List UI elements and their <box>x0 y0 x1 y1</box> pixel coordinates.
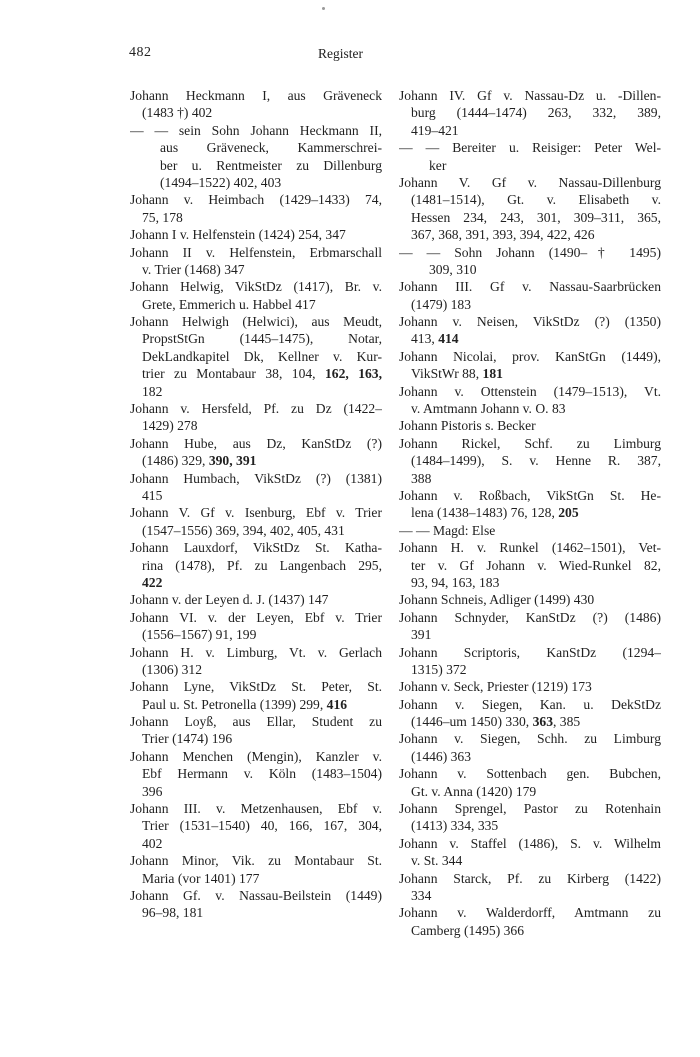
index-line <box>399 278 661 295</box>
index-line <box>399 504 661 521</box>
index-line-text: Johann Lyne, VikStDz St. Peter, St. <box>130 679 382 695</box>
index-line-text: Johann H. v. Runkel (1462–1501), Vet- <box>399 540 661 556</box>
index-line <box>130 591 382 608</box>
index-line-text: Johann Hube, aus Dz, KanStDz (?) <box>130 435 382 451</box>
index-line <box>399 800 661 817</box>
page-number: 482 <box>129 45 152 60</box>
index-line <box>130 870 382 887</box>
index-line <box>130 226 382 243</box>
index-line <box>130 887 382 904</box>
index-line <box>130 696 382 713</box>
index-line <box>399 922 661 939</box>
index-line-text: Trier (1531–1540) 40, 166, 167, 304, <box>142 818 382 834</box>
index-line <box>130 609 382 626</box>
index-line-text: Johann Rickel, Schf. zu Limburg <box>399 435 661 451</box>
index-line-text: 75, 178 <box>142 209 183 225</box>
index-line <box>399 330 661 347</box>
index-line-text: 334 <box>411 887 432 903</box>
index-line-text: DekLandkapitel Dk, Kellner v. Kur- <box>142 348 382 364</box>
index-line-text: Johann Heckmann I, aus Gräveneck <box>130 88 382 103</box>
index-line <box>130 174 382 191</box>
index-line <box>399 870 661 887</box>
index-line-text: Johann Nicolai, prov. KanStGn (1449), <box>399 348 661 364</box>
index-line-text: Johann VI. v. der Leyen, Ebf v. Trier <box>130 609 382 625</box>
index-line-text-bold: 422 <box>142 574 163 590</box>
index-line-text: trier zu Montabaur 38, 104, <box>142 366 325 382</box>
index-line-text: ker <box>429 157 447 173</box>
index-line <box>130 348 382 365</box>
index-line <box>130 209 382 226</box>
index-line <box>130 87 382 104</box>
index-line-text: (1481–1514), Gt. v. Elisabeth v. <box>411 192 661 208</box>
index-line <box>130 852 382 869</box>
index-line <box>130 730 382 747</box>
index-line <box>130 539 382 556</box>
index-line-text: Grete, Emmerich u. Habbel 417 <box>142 296 316 312</box>
index-line <box>399 104 661 121</box>
index-line <box>399 661 661 678</box>
index-line-text: Johann Menchen (Mengin), Kanzler v. <box>130 748 382 764</box>
index-line <box>130 470 382 487</box>
index-line-text: 309, 310 <box>429 261 477 277</box>
index-line <box>399 261 661 278</box>
index-line-text: Johann III. Gf v. Nassau-Saarbrücken <box>399 279 661 295</box>
index-line <box>399 904 661 921</box>
index-line-text-bold: 416 <box>326 696 348 712</box>
index-line-text: 391 <box>411 627 432 643</box>
index-line <box>399 522 661 539</box>
index-line <box>399 417 661 434</box>
index-line-text: v. Amtmann Johann v. O. 83 <box>411 401 566 417</box>
index-line-text: (1446) 363 <box>411 748 472 764</box>
index-line-text: 396 <box>142 783 163 799</box>
index-line <box>399 296 661 313</box>
index-line <box>130 435 382 452</box>
index-line <box>399 139 661 156</box>
index-line <box>130 244 382 261</box>
index-line <box>130 261 382 278</box>
index-line <box>130 365 382 382</box>
index-line <box>399 626 661 643</box>
index-line <box>130 330 382 347</box>
scan-speck <box>322 7 325 10</box>
index-line <box>399 539 661 556</box>
index-line <box>130 783 382 800</box>
index-line-text: Johann Schnyder, KanStDz (?) (1486) <box>399 609 661 625</box>
index-line-text: Johann v. Sottenbach gen. Bubchen, <box>399 766 661 782</box>
index-line-text: Johann Gf. v. Nassau-Beilstein (1449) <box>130 887 382 903</box>
index-line <box>399 157 661 174</box>
index-line-text: (1306) 312 <box>142 661 203 677</box>
index-line-text: — — Bereiter u. Reisiger: Peter Wel- <box>399 140 661 156</box>
index-line-text: Hessen 234, 243, 301, 309–311, 365, <box>411 209 661 225</box>
index-line-text: 1315) 372 <box>411 661 467 677</box>
index-line <box>399 313 661 330</box>
index-line <box>130 574 382 591</box>
index-line-text: Johann Minor, Vik. zu Montabaur St. <box>130 853 382 869</box>
index-line-text: aus Gräveneck, Kammerschrei- <box>160 140 382 156</box>
index-line-text: 388 <box>411 470 432 486</box>
index-line <box>130 296 382 313</box>
index-line-text: Johann Helwig, VikStDz (1417), Br. v. <box>130 279 382 295</box>
index-line-text: Johann IV. Gf v. Nassau-Dz u. -Dillen- <box>399 88 661 103</box>
index-line-text: Johann v. Roßbach, VikStGn St. He- <box>399 487 661 503</box>
index-line-text: lena (1438–1483) 76, 128, <box>411 505 559 521</box>
index-line <box>399 713 661 730</box>
index-line <box>399 122 661 139</box>
index-line <box>130 904 382 921</box>
index-line <box>399 748 661 765</box>
index-line-text: ter v. Gf Johann v. Wied-Runkel 82, <box>411 557 661 573</box>
index-line-text: burg (1444–1474) 263, 332, 389, <box>411 105 661 121</box>
index-line-text: ber u. Rentmeister zu Dillenburg <box>160 157 382 173</box>
index-line <box>130 122 382 139</box>
index-line-text-bold: 363 <box>532 714 553 730</box>
index-line-text: Johann Scriptoris, KanStDz (1294– <box>399 644 661 660</box>
index-line-text: Johann v. Walderdorff, Amtmann zu <box>399 905 661 921</box>
index-line-text: 182 <box>142 383 163 399</box>
index-line <box>130 452 382 469</box>
index-line-text: Johann III. v. Metzenhausen, Ebf v. <box>130 801 382 817</box>
index-line <box>399 783 661 800</box>
index-line-text: (1486) 329, <box>142 453 209 469</box>
index-line-text-bold: 414 <box>438 331 459 347</box>
index-line-text: (1484–1499), S. v. Henne R. 387, <box>411 453 661 469</box>
index-line-text: Gt. v. Anna (1420) 179 <box>411 783 537 799</box>
index-line-text: Johann Humbach, VikStDz (?) (1381) <box>130 470 382 486</box>
index-line-text: Camberg (1495) 366 <box>411 922 525 938</box>
index-line <box>399 852 661 869</box>
index-column-right <box>399 87 661 939</box>
index-line-text: Johann v. Ottenstein (1479–1513), Vt. <box>399 383 661 399</box>
index-line <box>130 417 382 434</box>
index-line-text: (1479) 183 <box>411 296 472 312</box>
index-line <box>399 487 661 504</box>
index-line-text: Johann v. Seck, Priester (1219) 173 <box>399 679 592 695</box>
index-line <box>399 574 661 591</box>
index-line <box>130 557 382 574</box>
index-line-text: Johann Sprengel, Pastor zu Rotenhain <box>399 801 661 817</box>
index-line <box>130 191 382 208</box>
index-line-text: (1547–1556) 369, 394, 402, 405, 431 <box>142 522 345 538</box>
index-line-text: (1446–um 1450) 330, <box>411 714 533 730</box>
index-line-text: Johann v. Siegen, Schh. zu Limburg <box>399 731 661 747</box>
index-line <box>130 765 382 782</box>
index-line-text: 96–98, 181 <box>142 905 204 921</box>
index-line-text: — — Magd: Else <box>399 522 496 538</box>
index-line <box>130 139 382 156</box>
index-line-text: 367, 368, 391, 393, 394, 422, 426 <box>411 227 595 243</box>
index-line-text: (1413) 334, 335 <box>411 818 499 834</box>
index-line-text: Johann H. v. Limburg, Vt. v. Gerlach <box>130 644 382 660</box>
index-line-text: 1429) 278 <box>142 418 198 434</box>
index-line-text: VikStWr 88, <box>411 366 483 382</box>
index-line <box>399 400 661 417</box>
index-line-text: 93, 94, 163, 183 <box>411 574 500 590</box>
index-line-text: Johann Lauxdorf, VikStDz St. Katha- <box>130 540 382 556</box>
index-line <box>399 435 661 452</box>
index-line <box>399 765 661 782</box>
index-line <box>130 661 382 678</box>
index-line <box>399 452 661 469</box>
index-line <box>399 609 661 626</box>
index-line <box>130 278 382 295</box>
index-line <box>399 87 661 104</box>
index-line-text: PropstStGn (1445–1475), Notar, <box>142 331 382 347</box>
index-line <box>399 244 661 261</box>
index-line <box>399 365 661 382</box>
index-line-text: Johann I v. Helfenstein (1424) 254, 347 <box>130 227 346 243</box>
index-line <box>130 522 382 539</box>
index-line <box>130 487 382 504</box>
index-line-text: Johann v. Neisen, VikStDz (?) (1350) <box>399 314 661 330</box>
index-line <box>399 209 661 226</box>
index-line-text: Johann Helwigh (Helwici), aus Meudt, <box>130 314 382 330</box>
index-line-text: Paul u. St. Petronella (1399) 299, <box>142 696 327 712</box>
index-line-text: Johann II v. Helfenstein, Erbmarschall <box>130 244 382 260</box>
index-line-text: Johann v. Staffel (1486), S. v. Wilhelm <box>399 835 661 851</box>
index-line <box>399 696 661 713</box>
index-line <box>399 678 661 695</box>
index-line-text-bold: 181 <box>482 366 503 382</box>
index-line <box>130 817 382 834</box>
index-line-text: , 385 <box>552 714 581 730</box>
index-line-text: (1556–1567) 91, 199 <box>142 627 257 643</box>
running-header: Register <box>318 46 363 61</box>
index-line <box>399 591 661 608</box>
index-line-text: — — Sohn Johann (1490–† 1495) <box>399 244 661 260</box>
index-line-text-bold: 205 <box>558 505 579 521</box>
index-line <box>130 678 382 695</box>
index-line <box>399 730 661 747</box>
index-line <box>130 400 382 417</box>
index-line <box>130 748 382 765</box>
index-line <box>399 644 661 661</box>
index-line-text: Johann v. Heimbach (1429–1433) 74, <box>130 192 382 208</box>
index-line <box>130 626 382 643</box>
index-line <box>130 835 382 852</box>
index-line-text: — — sein Sohn Johann Heckmann II, <box>130 122 382 138</box>
index-line-text: rina (1478), Pf. zu Langenbach 295, <box>142 557 382 573</box>
index-line <box>130 713 382 730</box>
index-line-text: 413, <box>411 331 439 347</box>
index-line-text: Johann Starck, Pf. zu Kirberg (1422) <box>399 870 661 886</box>
index-line-text: 402 <box>142 835 163 851</box>
index-line <box>399 174 661 191</box>
index-line-text: Johann V. Gf v. Isenburg, Ebf v. Trier <box>130 505 382 521</box>
index-line-text: Johann v. der Leyen d. J. (1437) 147 <box>130 592 329 608</box>
index-line <box>399 470 661 487</box>
index-line-text: 415 <box>142 487 163 503</box>
index-line <box>130 104 382 121</box>
index-line <box>130 644 382 661</box>
index-line-text: Johann v. Hersfeld, Pf. zu Dz (1422– <box>130 401 382 417</box>
index-column-left <box>130 87 382 922</box>
index-line-text-bold: 162, 163, <box>325 366 382 382</box>
index-line <box>130 157 382 174</box>
index-line <box>399 817 661 834</box>
index-line <box>399 226 661 243</box>
index-line-text: Johann Schneis, Adliger (1499) 430 <box>399 592 595 608</box>
index-line-text-bold: 390, 391 <box>208 453 257 469</box>
index-line <box>399 348 661 365</box>
index-line-text: Ebf Hermann v. Köln (1483–1504) <box>142 766 382 782</box>
index-line-text: Trier (1474) 196 <box>142 731 233 747</box>
index-line-text: Johann V. Gf v. Nassau-Dillenburg <box>399 174 661 190</box>
index-line <box>130 504 382 521</box>
index-line-text: v. Trier (1468) 347 <box>142 261 245 277</box>
index-line <box>399 887 661 904</box>
index-line <box>399 191 661 208</box>
index-line <box>399 557 661 574</box>
index-line <box>399 383 661 400</box>
index-line <box>399 835 661 852</box>
index-line <box>130 383 382 400</box>
index-line-text: (1483 †) 402 <box>142 105 213 121</box>
index-line-text: Maria (vor 1401) 177 <box>142 870 260 886</box>
index-line-text: Johann Loyß, aus Ellar, Student zu <box>130 714 382 730</box>
index-line-text: Johann Pistoris s. Becker <box>399 418 536 434</box>
index-line-text: v. St. 344 <box>411 853 463 869</box>
index-line-text: 419–421 <box>411 122 459 138</box>
index-line-text: (1494–1522) 402, 403 <box>160 174 282 190</box>
index-line-text: Johann v. Siegen, Kan. u. DekStDz <box>399 696 661 712</box>
index-line <box>130 313 382 330</box>
index-line <box>130 800 382 817</box>
